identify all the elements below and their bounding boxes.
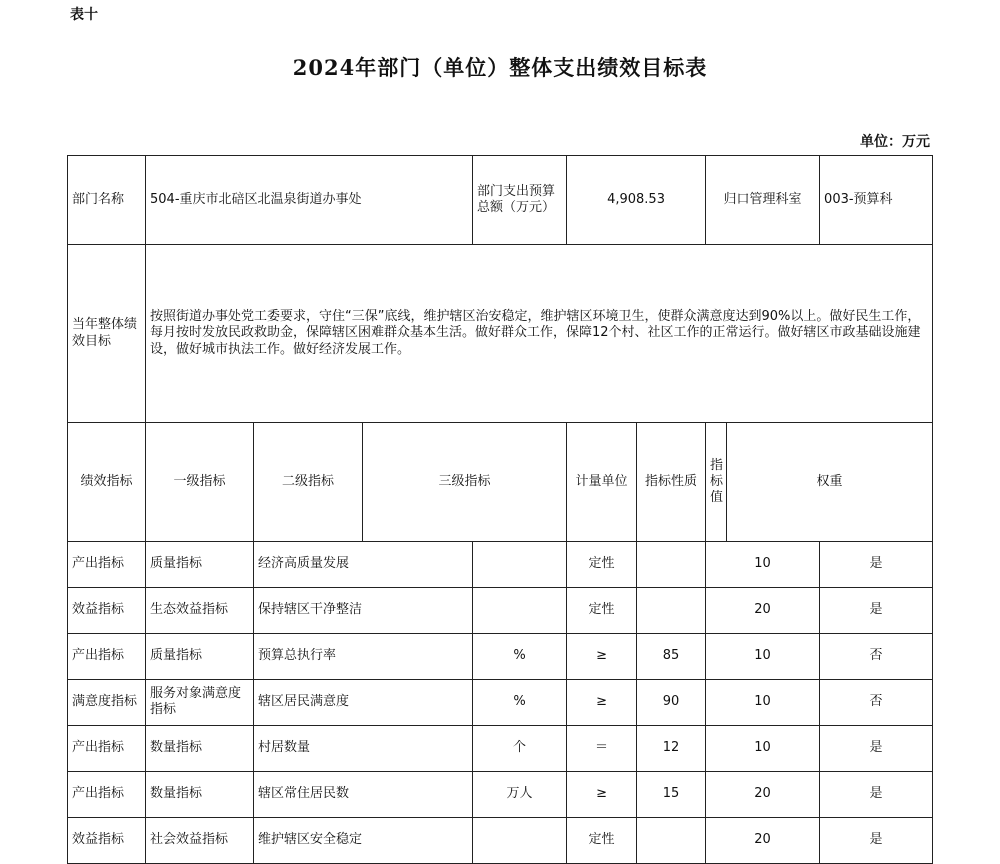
level1-cell: 产出指标 xyxy=(68,725,146,771)
table-row xyxy=(68,679,933,725)
core-cell: 是 xyxy=(820,817,933,863)
weight-cell: 20 xyxy=(706,771,820,817)
performance-target-table xyxy=(67,155,933,864)
value-cell xyxy=(637,541,706,587)
level3-cell: 辖区居民满意度 xyxy=(254,679,473,725)
unit-cell: % xyxy=(473,679,567,725)
nature-cell: 定性 xyxy=(567,587,637,633)
page-title: 2024年部门（单位）整体支出绩效目标表 xyxy=(292,55,708,80)
value-cell: 90 xyxy=(637,679,706,725)
level1-cell: 满意度指标 xyxy=(68,679,146,725)
table-number-label: 表十 xyxy=(70,7,98,23)
level3-cell: 辖区常住居民数 xyxy=(254,771,473,817)
mgmt-value: 003-预算科 xyxy=(820,156,933,245)
level1-cell: 产出指标 xyxy=(68,633,146,679)
level1-cell: 效益指标 xyxy=(68,587,146,633)
level3-cell: 经济高质量发展 xyxy=(254,541,473,587)
nature-cell: 定性 xyxy=(567,817,637,863)
unit-cell xyxy=(473,587,567,633)
header-unit: 计量单位 xyxy=(567,423,637,542)
core-cell: 是 xyxy=(820,541,933,587)
goal-text: 按照街道办事处党工委要求，守住“三保”底线，维护辖区治安稳定，维护辖区环境卫生，使群众满意度达到90%以上。做好民生工作，每月按时发放民政救助金，保障辖区困难群众基本生活。做好群众工作，保障12个村、社区工作的正常运行。做好辖区市政基础设施建设，做好城市执法工作。做好经济发展工作。 xyxy=(146,245,933,423)
core-cell: 否 xyxy=(820,633,933,679)
dept-name-label: 部门名称 xyxy=(68,156,146,245)
table-row xyxy=(68,587,933,633)
mgmt-label: 归口管理科室 xyxy=(706,156,820,245)
nature-cell: ＝ xyxy=(567,725,637,771)
core-cell: 是 xyxy=(820,725,933,771)
header-level2: 二级指标 xyxy=(254,423,363,542)
weight-cell: 20 xyxy=(706,817,820,863)
dept-name-value: 504-重庆市北碚区北温泉街道办事处 xyxy=(146,156,473,245)
table-row xyxy=(68,771,933,817)
level2-cell: 质量指标 xyxy=(146,633,254,679)
level1-cell: 产出指标 xyxy=(68,771,146,817)
level3-cell: 预算总执行率 xyxy=(254,633,473,679)
level3-cell: 村居数量 xyxy=(254,725,473,771)
level2-cell: 社会效益指标 xyxy=(146,817,254,863)
core-cell: 是 xyxy=(820,771,933,817)
indicators-section-label: 绩效指标 xyxy=(68,423,146,542)
header-level1: 一级指标 xyxy=(146,423,254,542)
header-value: 指标值 xyxy=(706,423,727,542)
nature-cell: ≥ xyxy=(567,771,637,817)
value-cell: 12 xyxy=(637,725,706,771)
unit-cell xyxy=(473,817,567,863)
level1-cell: 效益指标 xyxy=(68,817,146,863)
weight-cell: 10 xyxy=(706,679,820,725)
unit-cell: 万人 xyxy=(473,771,567,817)
value-cell xyxy=(637,817,706,863)
header-nature: 指标性质 xyxy=(637,423,706,542)
core-cell: 否 xyxy=(820,679,933,725)
weight-cell: 10 xyxy=(706,541,820,587)
nature-cell: ≥ xyxy=(567,679,637,725)
unit-label: 单位：万元 xyxy=(860,134,930,150)
unit-cell: % xyxy=(473,633,567,679)
unit-cell: 个 xyxy=(473,725,567,771)
level3-cell: 保持辖区干净整洁 xyxy=(254,587,473,633)
level2-cell: 服务对象满意度指标 xyxy=(146,679,254,725)
level3-cell: 维护辖区安全稳定 xyxy=(254,817,473,863)
table-row xyxy=(68,725,933,771)
table-row xyxy=(68,541,933,587)
value-cell xyxy=(637,587,706,633)
table-row xyxy=(68,817,933,863)
value-cell: 85 xyxy=(637,633,706,679)
core-cell: 是 xyxy=(820,587,933,633)
budget-label: 部门支出预算总额（万元） xyxy=(473,156,567,245)
budget-value: 4,908.53 xyxy=(567,156,706,245)
weight-cell: 20 xyxy=(706,587,820,633)
unit-cell xyxy=(473,541,567,587)
table-row xyxy=(68,633,933,679)
level1-cell: 产出指标 xyxy=(68,541,146,587)
weight-cell: 10 xyxy=(706,633,820,679)
nature-cell: 定性 xyxy=(567,541,637,587)
weight-cell: 10 xyxy=(706,725,820,771)
level2-cell: 数量指标 xyxy=(146,771,254,817)
value-cell: 15 xyxy=(637,771,706,817)
level2-cell: 数量指标 xyxy=(146,725,254,771)
nature-cell: ≥ xyxy=(567,633,637,679)
level2-cell: 质量指标 xyxy=(146,541,254,587)
level2-cell: 生态效益指标 xyxy=(146,587,254,633)
header-weight: 权重 xyxy=(727,423,933,542)
header-level3: 三级指标 xyxy=(363,423,567,542)
goal-label: 当年整体绩效目标 xyxy=(68,245,146,423)
